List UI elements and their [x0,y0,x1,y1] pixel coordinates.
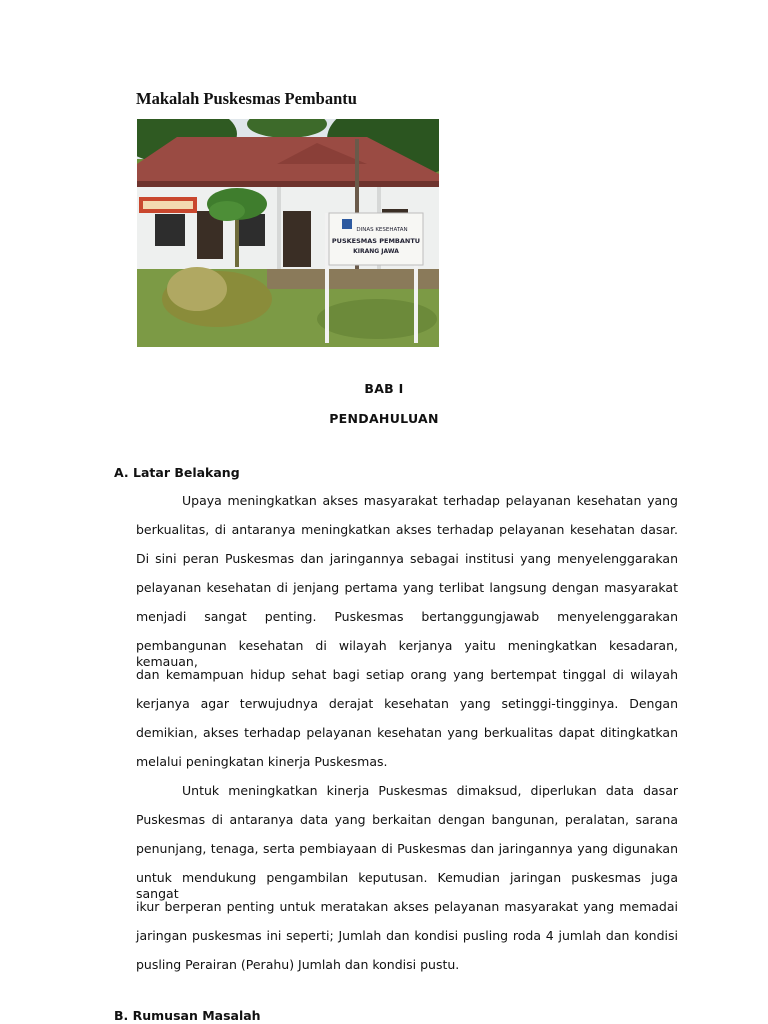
paragraph1-line: menjadi sangat penting. Puskesmas bertanggungjawab menyelenggarakan [136,609,678,624]
sign-line-3: KIRANG JAWA [353,248,399,255]
paragraph1-line: demikian, akses terhadap pelayanan kesehatan yang berkualitas dapat ditingkatkan [136,725,678,740]
paragraph2-line: penunjang, tenaga, serta pembiayaan di Puskesmas dan jaringannya yang digunakan [136,841,678,856]
paragraph2-line: Puskesmas di antaranya data yang berkaitan dengan bangunan, peralatan, sarana [136,812,678,827]
paragraph2-line: pusling Perairan (Perahu) Jumlah dan kondisi pustu. [136,957,460,972]
paragraph1-line: pembangunan kesehatan di wilayah kerjanya yaitu meningkatkan kesadaran, kemauan, [136,638,678,669]
paragraph2-line: untuk mendukung pengambilan keputusan. Kemudian jaringan puskesmas juga sangat [136,870,678,901]
paragraph1-line: berkualitas, di antaranya meningkatkan akses terhadap pelayanan kesehatan dasar. [136,522,678,537]
document-title: Makalah Puskesmas Pembantu [136,89,357,108]
sign-line-1: DINAS KESEHATAN [356,227,408,233]
paragraph1-line: pelayanan kesehatan di jenjang pertama yang terlibat langsung dengan masyarakat [136,580,678,595]
paragraph2-line: Untuk meningkatkan kinerja Puskesmas dimaksud, diperlukan data dasar [182,783,678,798]
sign-line-2: PUSKESMAS PEMBANTU [331,237,421,245]
section-a-heading: A. Latar Belakang [114,465,240,480]
paragraph1-line: Upaya meningkatkan akses masyarakat terhadap pelayanan kesehatan yang [182,493,678,508]
paragraph1-line: melalui peningkatan kinerja Puskesmas. [136,754,388,769]
paragraph1-line: dan kemampuan hidup sehat bagi setiap orang yang bertempat tinggal di wilayah [136,667,678,682]
section-b-heading: B. Rumusan Masalah [114,1008,261,1023]
paragraph2-line: jaringan puskesmas ini seperti; Jumlah dan kondisi pusling roda 4 jumlah dan kondisi [136,928,678,943]
puskesmas-building-photo [137,119,439,347]
chapter-number: BAB I [364,381,404,396]
chapter-title: PENDAHULUAN [329,411,439,426]
paragraph2-line: ikur berperan penting untuk meratakan akses pelayanan masyarakat yang memadai [136,899,678,914]
paragraph1-line: kerjanya agar terwujudnya derajat kesehatan yang setinggi-tingginya. Dengan [136,696,678,711]
paragraph1-line: Di sini peran Puskesmas dan jaringannya sebagai institusi yang menyelenggarakan [136,551,678,566]
